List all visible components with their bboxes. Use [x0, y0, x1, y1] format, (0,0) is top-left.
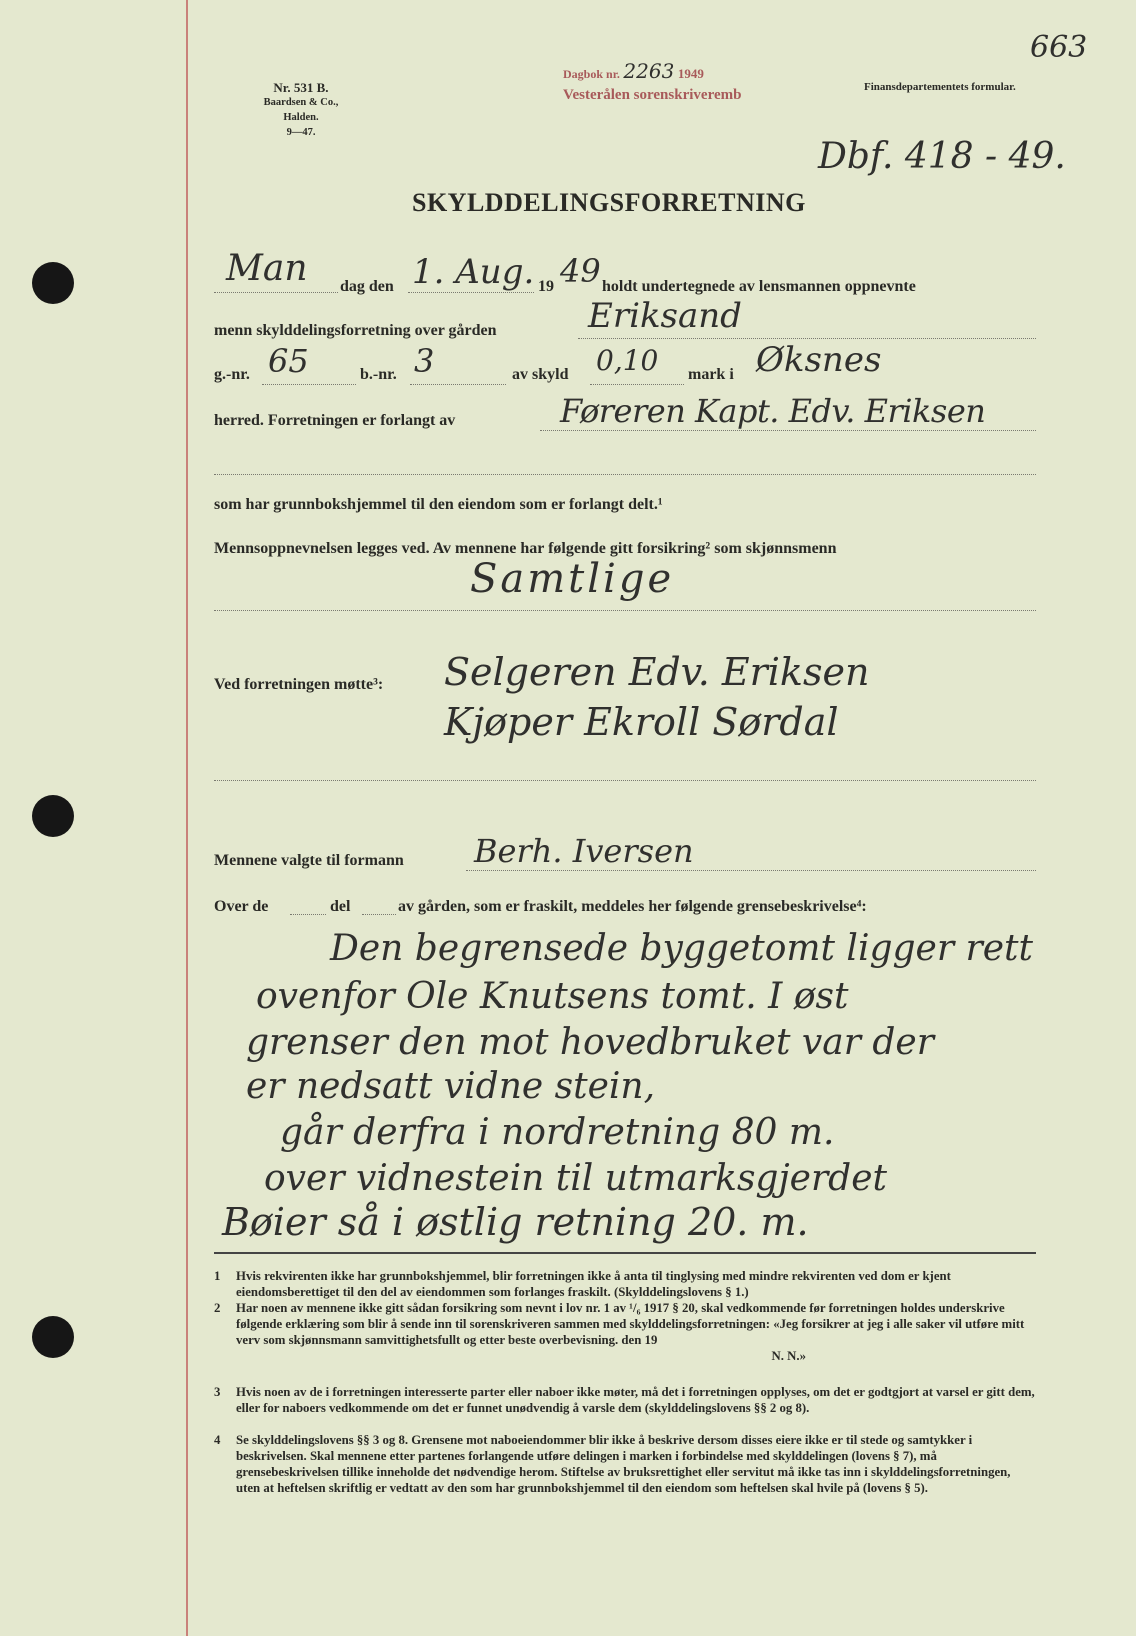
punch-hole [32, 262, 74, 304]
dotted-line [214, 610, 1036, 611]
description-line: over vidnestein til utmarksgjerdet [264, 1158, 887, 1199]
dotted-line [214, 292, 338, 293]
footnote-text: Har noen av mennene ikke gitt sådan forsikring som nevnt i lov nr. 1 av ¹/₆ 1917 § 20, skal vedkommende før forretningen holdes underskrive følgende erklæring som blir å sende inn til sorenskriveren sammen med skylddelingsforretningen: «Jeg forsikrer at jeg i alle saker vil utføre mitt verv som skjønnsmann samvittighetsfullt og etter beste overbevisning. den 19 [236, 1301, 1025, 1347]
dotted-line [262, 384, 356, 385]
boundary-label: av gården, som er fraskilt, meddeles her følgende grensebeskrivelse⁴: [398, 898, 867, 915]
year-handwritten: 49 [560, 252, 601, 290]
page-number: 663 [1030, 30, 1088, 65]
margin-rule [186, 0, 188, 1636]
stamp-number: 2263 [623, 59, 675, 83]
weekday-handwritten: Man [226, 248, 308, 289]
herred-handwritten: Øksnes [756, 340, 882, 380]
attendees-label: Ved forretningen møtte³: [214, 676, 384, 693]
footnote-1 [214, 1268, 1036, 1300]
nn-signature: N. N.» [771, 1349, 806, 1363]
diary-stamp [563, 58, 741, 102]
attendee-2-handwritten: Kjøper Ekroll Sørdal [444, 700, 839, 744]
description-line: går derfra i nordretning 80 m. [280, 1112, 835, 1153]
mark-label: mark i [688, 366, 734, 383]
description-line: Den begrensede byggetomt ligger rett [330, 928, 1033, 969]
footnote-4 [214, 1432, 1036, 1496]
dotted-line [540, 430, 1036, 431]
dotted-line [466, 870, 1036, 871]
oppnevnelse-text: Mennsoppnevnelsen legges ved. Av mennene har følgende gitt forsikring² som skjønnsmenn [214, 540, 837, 557]
dotted-line [214, 780, 1036, 781]
bnr-label: b.-nr. [360, 366, 397, 383]
description-line: er nedsatt vidne stein, [246, 1066, 656, 1107]
chair-label: Mennene valgte til formann [214, 852, 404, 869]
farm-label: menn skylddelingsforretning over gården [214, 322, 497, 339]
skyld-label: av skyld [512, 366, 569, 383]
footnote-text: Hvis noen av de i forretningen interesserte parter eller naboer ikke møter, må det i forretningen opplyses, om det er godtgjort at varsel er gitt dem, eller for naboers vedkommende om det er funnet unødvendig å varsle dem (skylddelingslovens §§ 2 og 8). [236, 1385, 1035, 1415]
year-prefix: 19 [538, 278, 554, 295]
stamp-office: Vesterålen sorenskriveremb [563, 87, 742, 103]
dotted-line [214, 474, 1036, 475]
chair-handwritten: Berh. Iversen [474, 832, 694, 870]
bnr-handwritten: 3 [414, 342, 435, 380]
requested-by-label: herred. Forretningen er forlangt av [214, 412, 456, 429]
del-label: del [330, 898, 351, 915]
punch-hole [32, 795, 74, 837]
date-handwritten: 1. Aug. [412, 252, 535, 292]
footnote-rule [214, 1252, 1036, 1254]
footnote-text: Se skylddelingslovens §§ 3 og 8. Grensene mot naboeiendommer blir ikke å beskrive dersom disses eiere ikke er til stede og samtykker i beskrivelsen. Skal mennene etter partenes forlangende utføre delingen i marken i forbindelse med skylddelingen (lovens § 7), må grensebeskrivelsen tillike inneholde det nødvendige herom. Stiftelse av bruksrettighet eller servitut må ikke tas inn i skylddelingsforretningen, uten at heftelsen skriftlig er vedtatt av den som har grunnbokshjemmel til den eiendom som heftelsen skal hvile på (lovens § 5). [236, 1433, 1011, 1495]
dotted-line [408, 292, 534, 293]
printer: Baardsen & Co., Halden. [263, 97, 339, 123]
dotted-line [362, 914, 396, 915]
dotted-line [578, 338, 1036, 339]
punch-hole [32, 1316, 74, 1358]
dotted-line [590, 384, 684, 385]
line1-text: holdt undertegnede av lensmannen oppnevnte [602, 278, 916, 295]
stamp-year: 1949 [677, 66, 704, 81]
attendee-1-handwritten: Selgeren Edv. Eriksen [444, 650, 870, 694]
footnote-3 [214, 1384, 1036, 1416]
description-line: grenser den mot hovedbruket var der [246, 1022, 934, 1063]
footnote-number: 4 [214, 1433, 221, 1447]
farm-handwritten: Eriksand [588, 296, 742, 336]
sworn-handwritten: Samtlige [470, 556, 675, 602]
form-number-block [246, 80, 356, 140]
skyld-handwritten: 0,10 [596, 344, 659, 377]
description-line: Bøier så i østlig retning 20. m. [222, 1200, 809, 1244]
reference-number: Dbf. 418 - 49. [818, 136, 1066, 177]
dotted-line [290, 914, 326, 915]
dotted-line [410, 384, 506, 385]
document-title: SKYLDDELINGSFORRETNING [412, 188, 806, 217]
footnote-2 [214, 1300, 1036, 1364]
footnote-text: Hvis rekvirenten ikke har grunnbokshjemmel, blir forretningen ikke å anta til tinglysing med mindre rekvirenten ved dom er kjent eiendomsberettiget til den del av eiendommen som forlanges fraskilt. (Skylddelingslovens § 1.) [236, 1269, 951, 1299]
gnr-handwritten: 65 [268, 342, 309, 380]
grunnbok-text: som har grunnbokshjemmel til den eiendom som er forlangt delt.¹ [214, 496, 663, 513]
footnote-number: 3 [214, 1385, 221, 1399]
dag-den-label: dag den [340, 278, 394, 295]
stamp-label: Dagbok nr. [563, 67, 620, 81]
footnote-number: 1 [214, 1269, 221, 1283]
print-date: 9—47. [286, 127, 316, 138]
requested-by-handwritten: Føreren Kapt. Edv. Eriksen [560, 392, 986, 430]
ministry-form: Finansdepartementets formular. [864, 81, 1016, 93]
footnote-number: 2 [214, 1301, 221, 1315]
description-line: ovenfor Ole Knutsens tomt. I øst [256, 976, 849, 1017]
over-de-label: Over de [214, 898, 269, 915]
form-number: Nr. 531 B. [273, 80, 329, 95]
gnr-label: g.-nr. [214, 366, 250, 383]
